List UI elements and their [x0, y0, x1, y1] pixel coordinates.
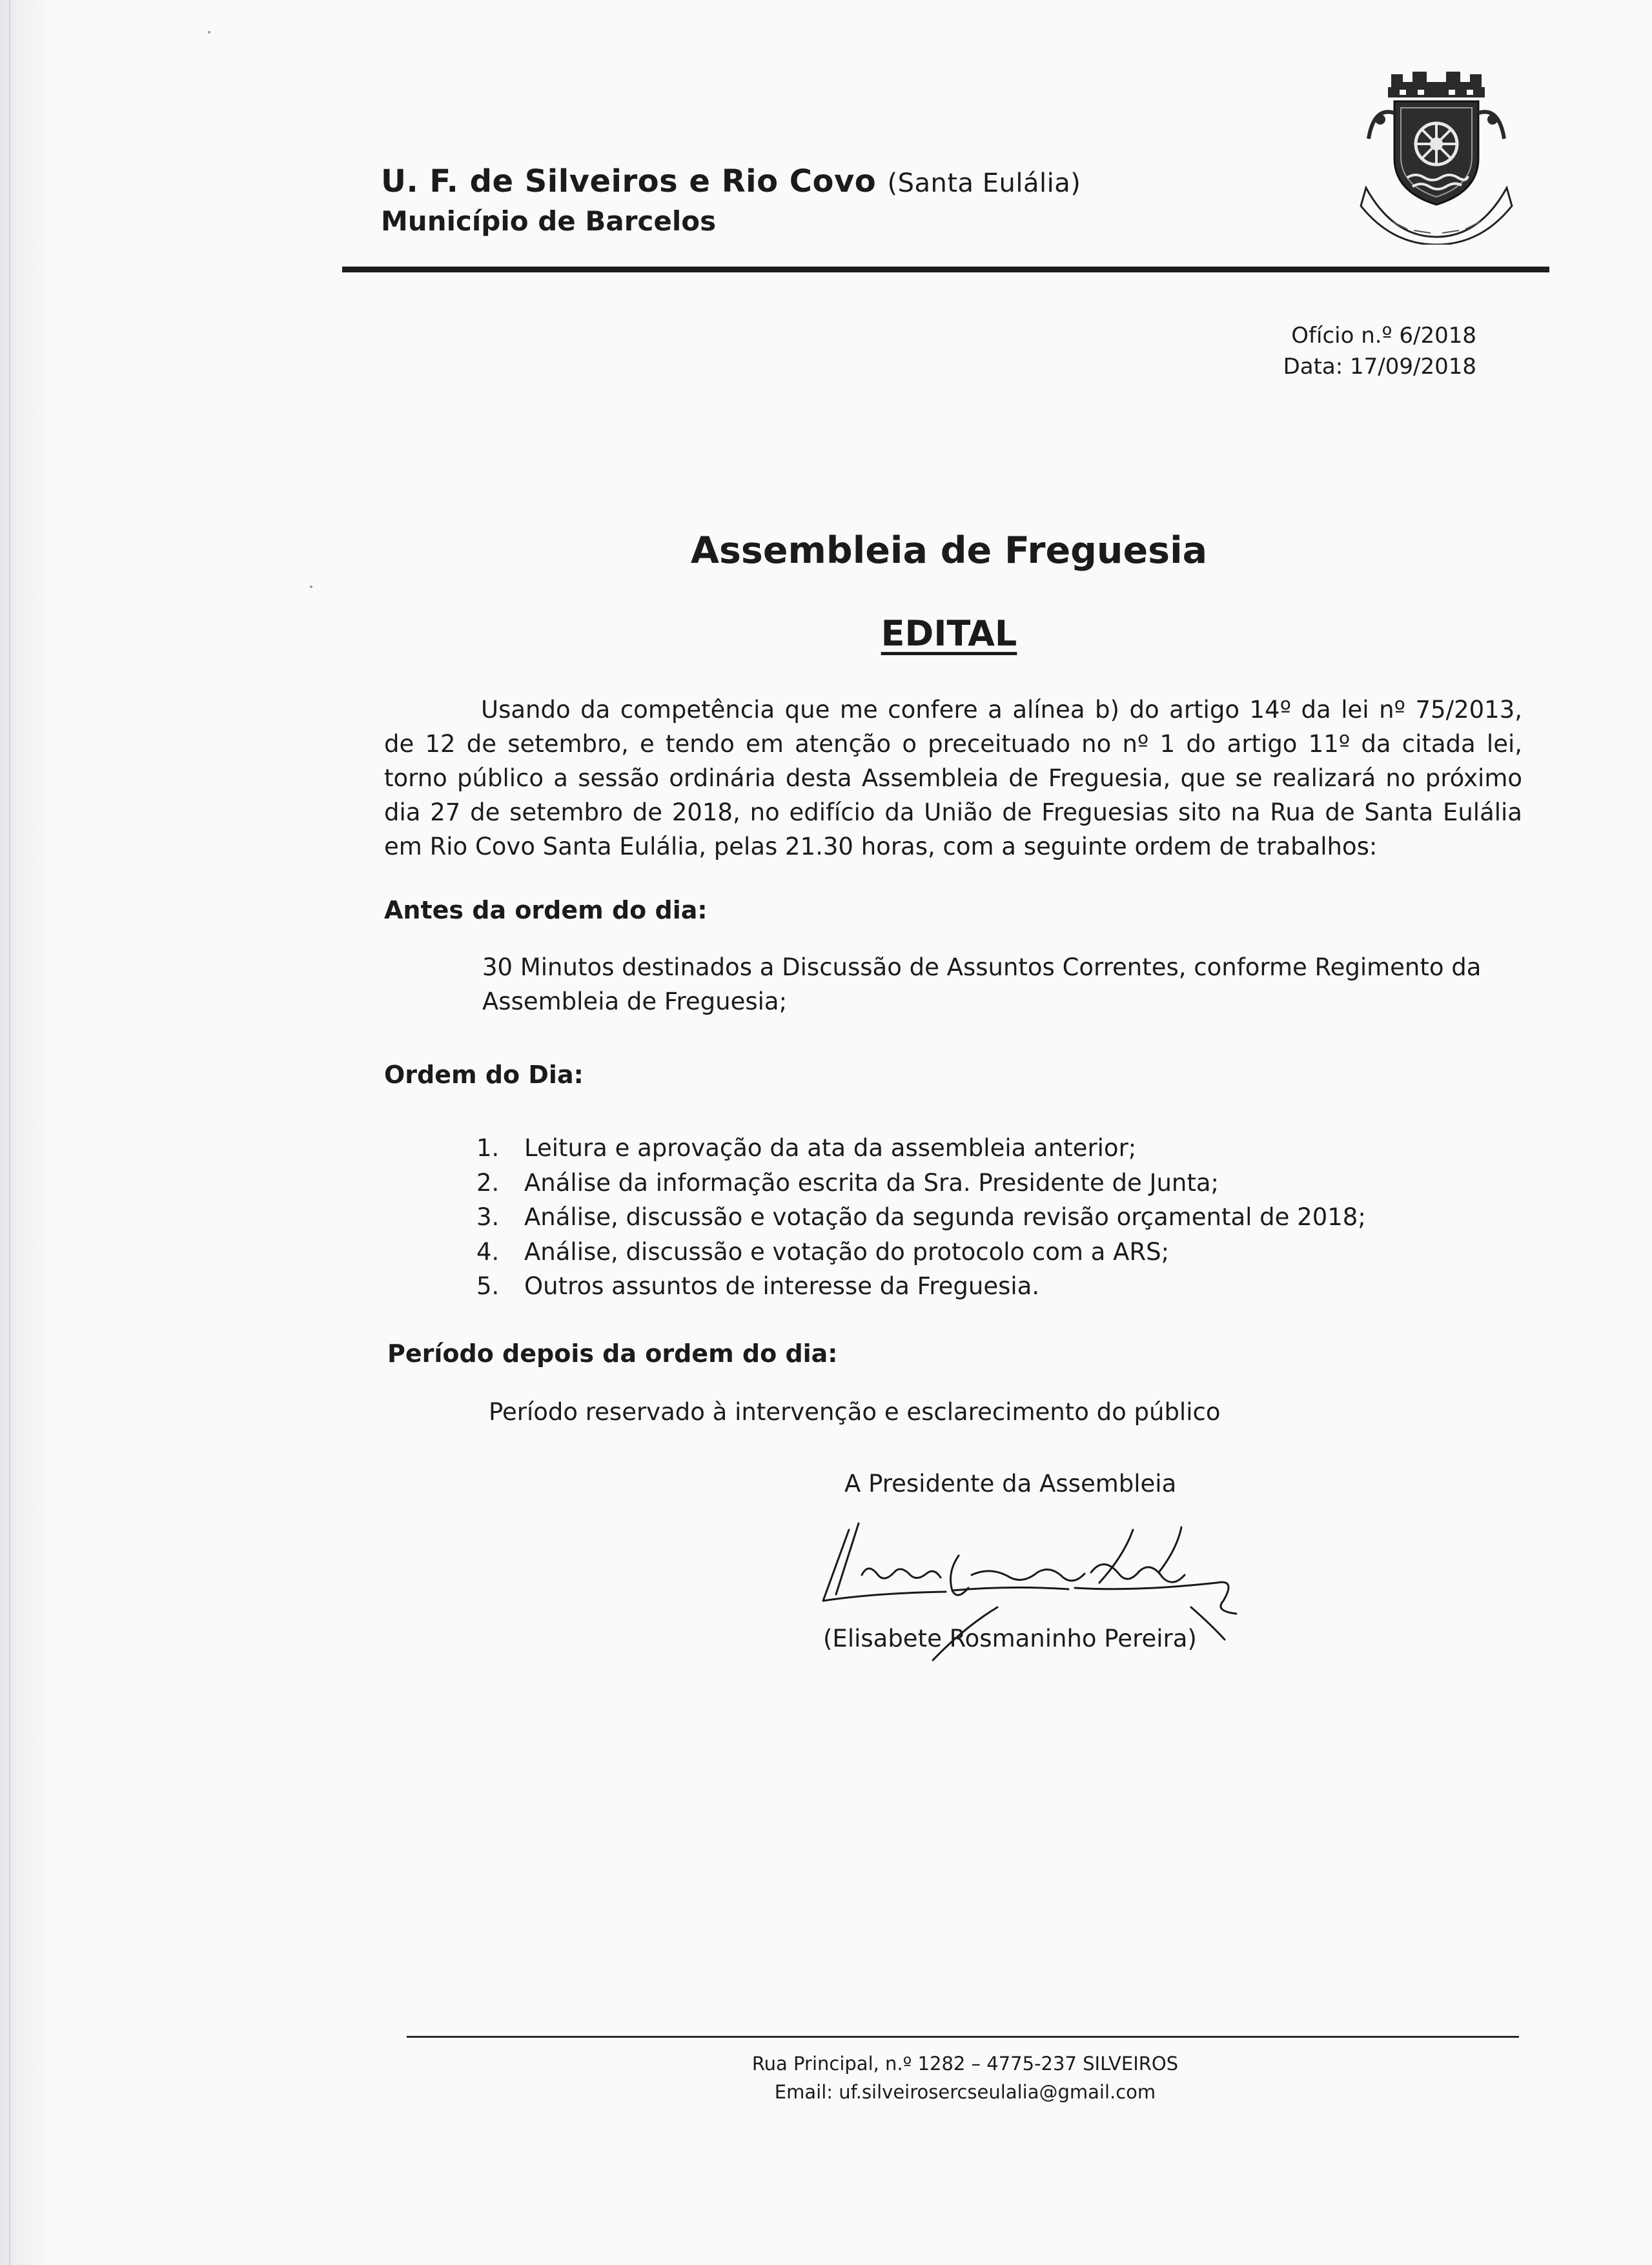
document-page [45, 0, 1652, 2265]
scan-edge [0, 0, 45, 2265]
list-item [476, 1269, 1366, 1304]
periodo-depois-text: Período reservado à intervenção e esclarecimento do público [489, 1398, 1221, 1426]
document-date: Data: 17/09/2018 [1283, 354, 1476, 380]
ordem-dia-list [476, 1131, 1366, 1304]
signatory-role: A Presidente da Assembleia [844, 1470, 1177, 1498]
org-name-main: U. F. de Silveiros e Rio Covo [381, 163, 877, 199]
list-item-text: Leitura e aprovação da ata da assembleia anterior; [524, 1134, 1137, 1162]
org-parish: (Santa Eulália) [887, 168, 1081, 198]
intro-paragraph: Usando da competência que me confere a alínea b) do artigo 14º da lei nº 75/2013, de 12 de setembro, e tendo em atenção o preceituado no nº 1 do artigo 11º da citada lei, torno público a sessão ordinária desta Assembleia de Freguesia, que se realizará no próximo dia 27 de setembro de 2018, no edifício da União de Freguesias sito na Rua de Santa Eulália em Rio Covo Santa Eulália, pelas 21.30 horas, com a seguinte ordem de trabalhos: [384, 696, 1522, 860]
antes-ordem-heading: Antes da ordem do dia: [384, 896, 708, 924]
periodo-depois-heading: Período depois da ordem do dia: [387, 1339, 838, 1368]
list-item [476, 1131, 1366, 1166]
org-name [381, 163, 1081, 199]
ordem-dia-heading: Ordem do Dia: [384, 1061, 584, 1089]
list-item-number: 4. [476, 1237, 500, 1266]
list-item-number: 2. [476, 1168, 500, 1197]
list-item [476, 1235, 1366, 1270]
footer-address: Rua Principal, n.º 1282 – 4775-237 SILVEIROS [751, 2053, 1179, 2075]
coat-of-arms-icon [1354, 68, 1518, 245]
document-title: Assembleia de Freguesia [690, 529, 1208, 572]
list-item [476, 1200, 1366, 1235]
scan-speck [208, 31, 210, 34]
list-item-text: Análise da informação escrita da Sra. Presidente de Junta; [524, 1168, 1219, 1197]
antes-ordem-text: 30 Minutos destinados a Discussão de Assuntos Correntes, conforme Regimento da Assembleia de Freguesia; [482, 953, 1482, 1015]
document-subtitle: EDITAL [881, 613, 1017, 654]
signatory-name: (Elisabete Rosmaninho Pereira) [823, 1625, 1197, 1652]
footer-email: Email: uf.silveirosercseulalia@gmail.com [774, 2081, 1156, 2103]
scan-speck [310, 585, 312, 588]
oficio-number: Ofício n.º 6/2018 [1291, 323, 1476, 349]
list-item-number: 1. [476, 1134, 500, 1162]
list-item-number: 5. [476, 1272, 500, 1300]
municipality: Município de Barcelos [381, 205, 717, 237]
header-rule [342, 267, 1549, 272]
footer [626, 2049, 1304, 2106]
list-item [476, 1166, 1366, 1201]
footer-rule [407, 2036, 1519, 2038]
reference-block [1283, 320, 1476, 382]
list-item-number: 3. [476, 1203, 500, 1231]
list-item-text: Análise, discussão e votação do protocolo com a ARS; [524, 1237, 1170, 1266]
list-item-text: Análise, discussão e votação da segunda revisão orçamental de 2018; [524, 1203, 1366, 1231]
list-item-text: Outros assuntos de interesse da Freguesia. [524, 1272, 1040, 1300]
